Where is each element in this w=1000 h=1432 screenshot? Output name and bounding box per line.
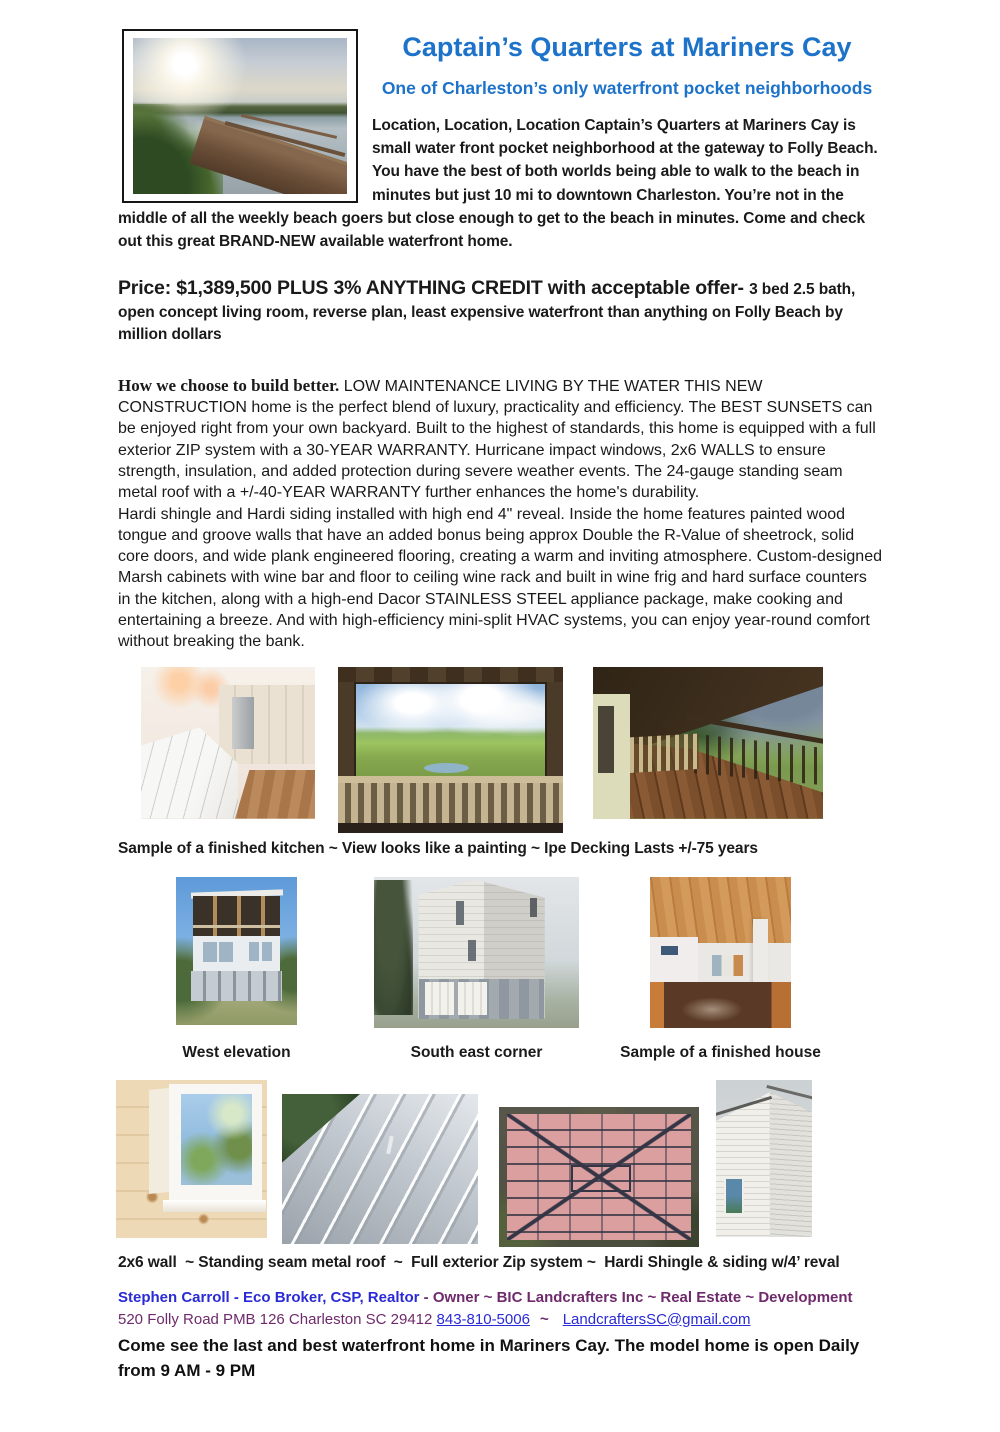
gallery-row-2 [176, 877, 882, 1028]
caption-finished-house: Sample of a finished house [620, 1043, 821, 1061]
photo-finished-kitchen [141, 667, 315, 819]
intro-paragraph: Location, Location, Location Captain’s Quarters at Mariners Cay is small water front pocket neighborhood at the gateway to Folly Beach. You have the best of both worlds being able to walk to the beach in minutes but just 10 mi to downtown Charleston. You’re not in the middle of all the weekly beach goers but close enough to get to the beach in minutes. Come and check out this great BRAND-NEW available waterfront home. [118, 117, 878, 251]
photo-marsh-sunset-dock [133, 38, 347, 194]
price-details-text: 3 bed 2.5 bath, open concept living room, reverse plan, least expensive waterfront than anything on Folly Beach by million dollars [118, 281, 856, 344]
hero-photo-frame [122, 29, 358, 203]
photo-south-east-corner [374, 877, 579, 1028]
tilde-separator: ~ [539, 1310, 549, 1328]
build-paragraph-1 [118, 375, 882, 504]
photo-zip-system-aerial [499, 1107, 699, 1247]
agent-titles: - Owner ~ BIC Landcrafters Inc ~ Real Estate ~ Development [419, 1288, 853, 1306]
caption-south-east-corner: South east corner [410, 1043, 543, 1061]
agent-line [118, 1287, 882, 1308]
gallery-row-3 [116, 1080, 882, 1247]
build-paragraph-2: Hardi shingle and Hardi siding installed with high end 4" reveal. Inside the home features painted wood tongue and groove walls that have an added bonus being approx Double the R-Value of sheetrock, solid core doors, and wide plank engineered flooring, creating a warm and inviting atmosphere. Custom-designed Marsh cabinets with wine bar and floor to ceiling wine rack and built in wine frig and hard surface counters in the kitchen, along with a high-end Dacor STAINLESS STEEL appliance package, make cooking and entertaining a breeze. And with high-efficiency mini-split HVAC systems, you can enjoy year-round comfort without breaking the bank. [118, 505, 882, 651]
gallery-row-1 [141, 667, 882, 833]
photo-standing-seam-roof [282, 1094, 478, 1244]
build-heading: How we choose to build better. [118, 375, 340, 395]
header-section [118, 31, 882, 253]
caption-row-1: Sample of a finished kitchen ~ View looks like a painting ~ Ipe Decking Lasts +/-75 years [118, 839, 758, 857]
caption-row-3: 2x6 wall ~ Standing seam metal roof ~ Full exterior Zip system ~ Hardi Shingle & siding w/4’ reval [118, 1253, 840, 1271]
photo-west-elevation [176, 877, 297, 1025]
caption-row-2 [176, 1044, 882, 1062]
photo-2x6-wall-window [116, 1080, 267, 1238]
price-lead-text: Price: $1,389,500 PLUS 3% ANYTHING CREDIT with acceptable offer- [118, 277, 750, 300]
photo-finished-interior [650, 877, 791, 1028]
build-body-1: LOW MAINTENANCE LIVING BY THE WATER THIS NEW CONSTRUCTION home is the perfect blend of luxury, practicality and efficiency. The BEST SUNSETS can be enjoyed right from your own backyard. Built to the highest of standards, this home is equipped with a full exterior ZIP system with a 30-YEAR WARRANTY. Hurricane impact windows, 2x6 WALLS to ensure strength, insulation, and added protection during severe weather events. The 24-gauge standing seam metal roof with a +/-40-YEAR WARRANTY further enhances the home's durability. [118, 377, 876, 502]
photo-marsh-view-painting [338, 667, 563, 833]
price-paragraph [118, 275, 882, 347]
page-title: Captain’s Quarters at Mariners Cay [402, 32, 852, 62]
agent-address: 520 Folly Road PMB 126 Charleston SC 29412 [118, 1310, 437, 1328]
closing-line: Come see the last and best waterfront home in Mariners Cay. The model home is open Daily from 9 AM - 9 PM [118, 1335, 860, 1380]
photo-hardi-siding-corner [716, 1080, 812, 1237]
caption-west-elevation: West elevation [182, 1043, 291, 1061]
page-subtitle: One of Charleston’s only waterfront pocket neighborhoods [381, 78, 873, 98]
email-link[interactable]: LandcraftersSC@gmail.com [562, 1310, 751, 1328]
photo-ipe-deck-porch [593, 667, 823, 819]
contact-line [118, 1309, 882, 1331]
agent-name: Stephen Carroll - Eco Broker, CSP, Realtor [118, 1288, 420, 1306]
phone-link[interactable]: 843-810-5006 [436, 1310, 530, 1328]
